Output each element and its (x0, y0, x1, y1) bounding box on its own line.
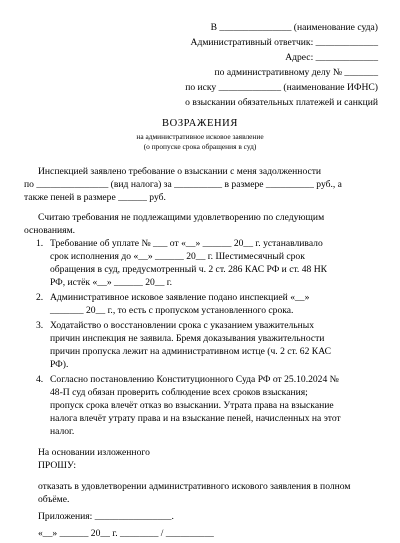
item-1-line-2: срок исполнения до «__» ______ 20__ г. Шестимесячный срок (50, 251, 305, 262)
request-line-2: объёме. (38, 494, 70, 505)
item-1-line-3: обращения в суд, предусмотренный ч. 2 ст. 286 КАС РФ и ст. 48 НК (50, 264, 328, 275)
document-subtitle-note: (о пропуске срока обращения в суд) (143, 142, 257, 151)
subject-line: о взыскании обязательных платежей и санкций (185, 97, 378, 108)
item-3-line-4: РФ). (50, 359, 69, 370)
item-2-number: 2. (36, 292, 44, 303)
item-1-line-4: РФ, истёк «__» ______ 20__ г. (50, 277, 173, 288)
item-2-line-2: _______ 20__ г., то есть с пропуском установленного срока. (50, 305, 294, 316)
item-3-line-2: причин инспекция не заявила. Бремя доказывания уважительности (50, 333, 325, 344)
attachments-line: Приложения: ________________. (38, 511, 174, 522)
case-number-line: по административному делу № _______ (214, 67, 378, 78)
basis-line-2: основаниям. (24, 225, 76, 236)
item-3-number: 3. (36, 320, 44, 331)
item-1-line-1: Требование об уплате № ___ от «__» ______ 20__ г. устанавливало (50, 238, 323, 249)
basis-line-1: Считаю требования не подлежащими удовлетворению по следующим (38, 212, 325, 223)
item-3-line-1: Ходатайство о восстановлении срока с указанием уважительных (50, 320, 315, 331)
item-4-line-1: Согласно постановлению Конституционного Суда РФ от 25.10.2024 № (50, 374, 339, 385)
item-4-number: 4. (36, 374, 44, 385)
document-subtitle: на административное исковое заявление (136, 132, 264, 141)
item-4-line-4: налога влечёт утрату права и на взыскание пеней, начисленных на этот (50, 413, 341, 424)
date-signature-line: «__» ______ 20__ г. ________ / __________ (38, 528, 214, 539)
item-1-number: 1. (36, 238, 44, 249)
address-line: Адрес: _____________ (285, 52, 378, 63)
request-line-1: отказать в удовлетворении административного искового заявления в полном (38, 481, 351, 492)
claimant-line: по иску _____________ (наименование ИФНС) (185, 82, 378, 93)
item-4-line-5: налог. (50, 426, 75, 437)
document-title: ВОЗРАЖЕНИЯ (162, 118, 238, 129)
intro-line-2: по _______________ (вид налога) за __________ в размере __________ руб., а (24, 179, 342, 190)
court-line: В _______________ (наименование суда) (210, 22, 378, 33)
item-4-line-2: 48-П суд обязан проверить соблюдение всех сроков взыскания; (50, 387, 308, 398)
item-2-line-1: Административное исковое заявление подано инспекцией «__» (50, 292, 310, 303)
item-3-line-3: причин пропуска лежит на административном истце (ч. 2 ст. 62 КАС (50, 346, 332, 357)
conclusion-basis: На основании изложенного (38, 447, 150, 458)
request-heading: ПРОШУ: (38, 460, 77, 471)
item-4-line-3: пропуск срока влечёт отказ во взыскании. Утрата права на взыскание (50, 400, 334, 411)
defendant-line: Административный ответчик: _____________ (190, 37, 378, 48)
intro-line-1: Инспекцией заявлено требование о взыскании с меня задолженности (38, 166, 322, 177)
intro-line-3: также пеней в размере ______ руб. (24, 192, 166, 203)
